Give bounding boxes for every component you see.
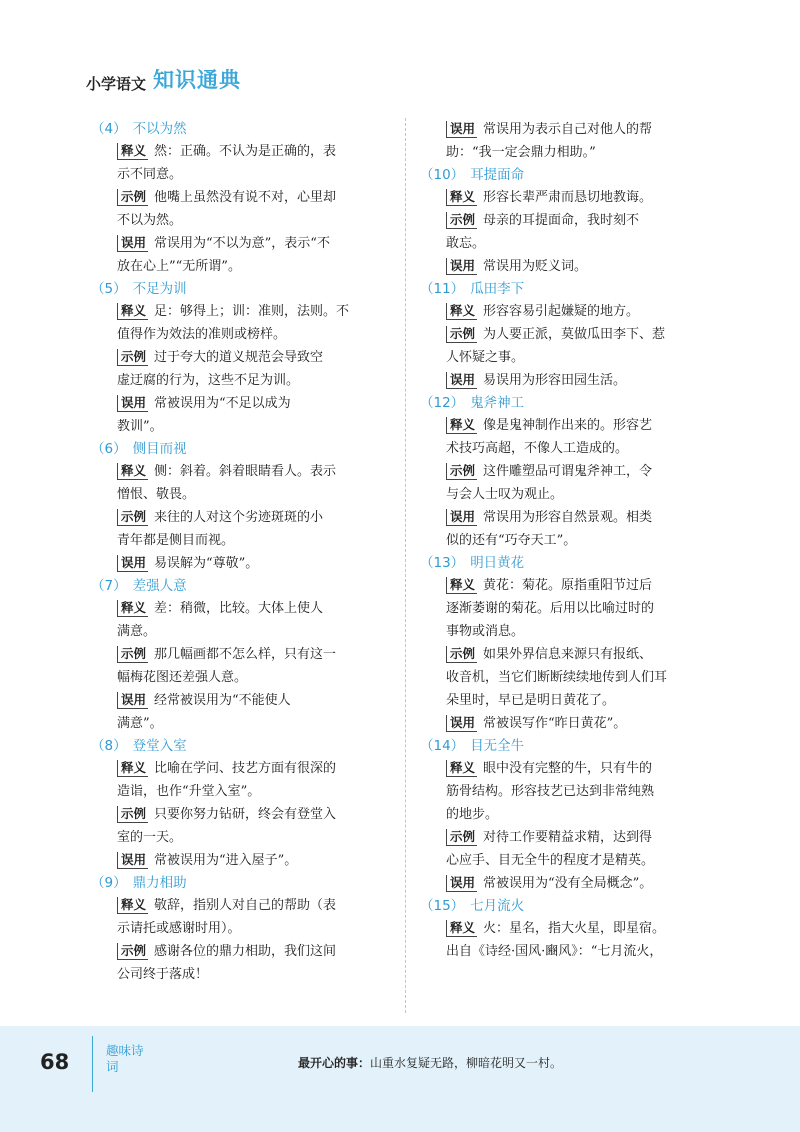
field-text: 敢忘。 — [446, 236, 486, 251]
entry-field — [420, 300, 720, 323]
field-tag: 示例 — [117, 806, 148, 823]
entry-number: （14） — [420, 738, 465, 754]
field-line — [446, 346, 720, 369]
field-line — [446, 300, 720, 323]
field-text: 黄花：菊花。原指重阳节过后 — [483, 578, 653, 593]
entry-field — [420, 712, 720, 735]
entry-title — [91, 735, 391, 757]
field-line — [117, 552, 391, 575]
field-text: 火：星名，指大火星，即星宿。 — [483, 921, 666, 936]
field-tag: 误用 — [117, 395, 148, 412]
field-line — [446, 483, 720, 506]
idiom-entry — [420, 895, 720, 963]
field-text: 青年都是侧目而视。 — [117, 533, 235, 548]
idiom-entry — [420, 735, 720, 895]
field-text: 形容容易引起嫌疑的地方。 — [483, 304, 640, 319]
idiom-entry — [420, 392, 720, 552]
idiom-entry — [420, 552, 720, 735]
field-text: 母亲的耳提面命，我时刻不 — [483, 213, 640, 228]
field-text: 感谢各位的鼎力相助，我们这间 — [154, 944, 337, 959]
entry-idiom: 不以为然 — [132, 121, 187, 137]
field-tag: 误用 — [446, 121, 477, 138]
field-line — [117, 529, 391, 552]
field-tag: 示例 — [117, 943, 148, 960]
field-line — [446, 460, 720, 483]
field-text: 足：够得上；训：准则，法则。不 — [154, 304, 350, 319]
field-text: 常误用为贬义词。 — [483, 259, 588, 274]
series-title: 小学语文 — [86, 75, 147, 93]
field-tag: 误用 — [117, 555, 148, 572]
entry-number: （7） — [91, 578, 127, 594]
field-tag: 示例 — [117, 349, 148, 366]
entry-field — [91, 894, 391, 940]
entry-field — [91, 186, 391, 232]
field-line — [117, 597, 391, 620]
entry-field — [91, 597, 391, 643]
entry-title — [420, 735, 720, 757]
field-line — [117, 209, 391, 232]
entry-title — [91, 872, 391, 894]
entry-field — [420, 414, 720, 460]
field-text: 幅梅花图还差强人意。 — [117, 670, 248, 685]
field-text: 朵里时，早已是明日黄花了。 — [446, 693, 616, 708]
entry-number: （5） — [91, 281, 127, 297]
field-text: 室的一天。 — [117, 830, 183, 845]
field-tag: 示例 — [117, 189, 148, 206]
field-text: 造诣，也作“升堂入室”。 — [117, 784, 261, 799]
field-line — [117, 300, 391, 323]
entry-field — [420, 643, 720, 712]
field-text: 不以为然。 — [117, 213, 183, 228]
field-tag: 释义 — [446, 760, 477, 777]
field-text: 憎恨、敬畏。 — [117, 487, 196, 502]
field-line — [446, 917, 720, 940]
field-tag: 示例 — [446, 646, 477, 663]
field-line — [446, 849, 720, 872]
field-text: 筋骨结构。形容技艺已达到非常纯熟 — [446, 784, 655, 799]
idiom-entry — [91, 278, 391, 438]
entry-field — [91, 300, 391, 346]
field-tag: 误用 — [446, 372, 477, 389]
entry-title — [420, 278, 720, 300]
field-text: 如果外界信息来源只有报纸、 — [483, 647, 653, 662]
idiom-entry — [91, 438, 391, 575]
field-line — [117, 689, 391, 712]
entry-idiom: 瓜田李下 — [470, 281, 525, 297]
field-line — [117, 506, 391, 529]
field-line — [117, 849, 391, 872]
field-text: 常被误写作“昨日黄花”。 — [483, 716, 627, 731]
field-tag: 释义 — [446, 189, 477, 206]
field-line — [117, 140, 391, 163]
field-line — [117, 666, 391, 689]
entry-number: （13） — [420, 555, 465, 571]
entry-field — [91, 849, 391, 872]
field-line — [117, 803, 391, 826]
field-line — [117, 323, 391, 346]
entry-field — [420, 255, 720, 278]
entry-title — [91, 278, 391, 300]
field-tag: 释义 — [117, 463, 148, 480]
field-text: 对待工作要精益求精，达到得 — [483, 830, 653, 845]
tip-label: 最开心的事： — [298, 1056, 371, 1070]
entry-field — [91, 643, 391, 689]
entry-field — [420, 323, 720, 369]
entry-idiom: 明日黄花 — [470, 555, 525, 571]
field-text: 放在心上”“无所谓”。 — [117, 259, 241, 274]
field-text: 常被误用为“不足以成为 — [154, 396, 291, 411]
field-tag: 释义 — [117, 760, 148, 777]
entry-field — [420, 209, 720, 255]
idiom-entry — [420, 278, 720, 392]
entry-number: （10） — [420, 167, 465, 183]
entry-field — [420, 917, 720, 963]
field-line — [117, 163, 391, 186]
entry-field — [91, 232, 391, 278]
field-text: 然：正确。不认为是正确的，表 — [154, 144, 337, 159]
field-text: 常误用为“不以为意”，表示“不 — [154, 236, 330, 251]
entry-field — [91, 346, 391, 392]
field-line — [117, 780, 391, 803]
entry-idiom: 不足为训 — [132, 281, 187, 297]
field-tag: 误用 — [446, 258, 477, 275]
field-line — [117, 757, 391, 780]
field-text: 易误解为“尊敬”。 — [154, 556, 259, 571]
field-text: 经常被误用为“不能使人 — [154, 693, 291, 708]
field-text: 示不同意。 — [117, 167, 183, 182]
entry-field — [91, 689, 391, 735]
field-text: 助：“我一定会鼎力相助。” — [446, 145, 596, 160]
field-line — [117, 415, 391, 438]
page-number: 68 — [40, 1050, 70, 1074]
field-tag: 误用 — [446, 715, 477, 732]
entry-idiom: 差强人意 — [132, 578, 187, 594]
entry-number: （15） — [420, 898, 465, 914]
footer-divider — [92, 1036, 93, 1092]
field-line — [446, 780, 720, 803]
footer-tip — [298, 1054, 562, 1071]
entry-idiom: 鬼斧神工 — [470, 395, 525, 411]
idiom-entry — [91, 735, 391, 872]
field-text: 那几幅画都不怎么样，只有这一 — [154, 647, 337, 662]
field-tag: 误用 — [117, 852, 148, 869]
field-text: 差：稍微，比较。大体上使人 — [154, 601, 324, 616]
right-column — [420, 118, 720, 963]
entry-field — [420, 506, 720, 552]
field-line — [446, 574, 720, 597]
field-line — [446, 529, 720, 552]
field-line — [446, 803, 720, 826]
field-tag: 释义 — [117, 600, 148, 617]
field-line — [446, 141, 720, 164]
field-text: 像是鬼神制作出来的。形容艺 — [483, 418, 653, 433]
field-text: 满意”。 — [117, 716, 163, 731]
field-text: 常被误用为“没有全局概念”。 — [483, 876, 653, 891]
field-line — [446, 186, 720, 209]
field-tag: 释义 — [117, 897, 148, 914]
field-tag: 释义 — [117, 303, 148, 320]
field-text: 虚迂腐的行为，这些不足为训。 — [117, 373, 300, 388]
entry-field — [91, 506, 391, 552]
field-text: 常被误用为“进入屋子”。 — [154, 853, 298, 868]
field-tag: 释义 — [446, 920, 477, 937]
field-text: 与会人士叹为观止。 — [446, 487, 564, 502]
left-column — [91, 118, 391, 986]
field-line — [446, 940, 720, 963]
entry-field — [91, 803, 391, 849]
field-line — [117, 940, 391, 963]
entry-title — [91, 118, 391, 140]
idiom-entry — [91, 575, 391, 735]
field-line — [117, 255, 391, 278]
entry-title — [420, 392, 720, 414]
entry-idiom: 侧目而视 — [132, 441, 187, 457]
entry-field — [420, 369, 720, 392]
idiom-entry — [91, 118, 391, 278]
field-text: 收音机，当它们断断续续地传到人们耳 — [446, 670, 668, 685]
field-line — [117, 894, 391, 917]
field-line — [446, 323, 720, 346]
field-line — [117, 392, 391, 415]
field-text: 形容长辈严肃而恳切地教诲。 — [483, 190, 653, 205]
field-text: 常误用为形容自然景观。相类 — [483, 510, 653, 525]
brand-title: 知识通典 — [153, 68, 242, 92]
field-text: 的地步。 — [446, 807, 499, 822]
field-tag: 示例 — [446, 212, 477, 229]
entry-field — [91, 460, 391, 506]
field-text: 比喻在学问、技艺方面有很深的 — [154, 761, 337, 776]
field-text: 公司终于落成！ — [117, 967, 209, 982]
field-line — [446, 414, 720, 437]
idiom-entry — [420, 164, 720, 278]
field-text: 值得作为效法的准则或榜样。 — [117, 327, 287, 342]
field-text: 事物或消息。 — [446, 624, 525, 639]
field-text: 心应手、目无全牛的程度才是精英。 — [446, 853, 655, 868]
entry-title — [420, 552, 720, 574]
field-line — [446, 666, 720, 689]
field-line — [446, 643, 720, 666]
entry-title — [91, 575, 391, 597]
field-line — [117, 483, 391, 506]
field-line — [117, 643, 391, 666]
entry-field — [420, 757, 720, 826]
entry-field — [420, 118, 720, 164]
entry-field — [420, 872, 720, 895]
tip-text: 山重水复疑无路，柳暗花明又一村。 — [370, 1056, 563, 1070]
entry-field — [91, 757, 391, 803]
field-tag: 误用 — [117, 235, 148, 252]
field-line — [446, 369, 720, 392]
field-text: 眼中没有完整的牛，只有牛的 — [483, 761, 653, 776]
field-line — [117, 712, 391, 735]
entry-title — [420, 895, 720, 917]
field-tag: 误用 — [446, 509, 477, 526]
field-line — [446, 506, 720, 529]
entry-number: （4） — [91, 121, 127, 137]
field-line — [117, 186, 391, 209]
entry-field — [91, 552, 391, 575]
entry-field — [91, 940, 391, 986]
field-text: 这件雕塑品可谓鬼斧神工，令 — [483, 464, 653, 479]
field-text: 他嘴上虽然没有说不对，心里却 — [154, 190, 337, 205]
field-line — [446, 712, 720, 735]
field-line — [117, 917, 391, 940]
entry-number: （8） — [91, 738, 127, 754]
field-line — [446, 437, 720, 460]
entry-number: （11） — [420, 281, 465, 297]
entry-field — [420, 460, 720, 506]
field-tag: 释义 — [117, 143, 148, 160]
field-text: 满意。 — [117, 624, 157, 639]
entry-idiom: 鼎力相助 — [132, 875, 187, 891]
column-divider — [405, 118, 406, 1013]
field-line — [446, 689, 720, 712]
field-tag: 示例 — [117, 509, 148, 526]
field-tag: 释义 — [446, 303, 477, 320]
entry-idiom: 目无全牛 — [470, 738, 525, 754]
field-text: 常误用为表示自己对他人的帮 — [483, 122, 653, 137]
field-line — [446, 209, 720, 232]
field-text: 只要你努力钻研，终会有登堂入 — [154, 807, 337, 822]
field-line — [446, 826, 720, 849]
field-line — [117, 963, 391, 986]
field-text: 为人要正派，莫做瓜田李下、惹 — [483, 327, 666, 342]
field-tag: 示例 — [446, 326, 477, 343]
page-header — [86, 60, 241, 94]
field-line — [446, 597, 720, 620]
field-tag: 释义 — [446, 577, 477, 594]
field-text: 教训”。 — [117, 419, 163, 434]
field-text: 示请托或感谢时用）。 — [117, 921, 241, 936]
field-tag: 误用 — [117, 692, 148, 709]
entry-field — [91, 392, 391, 438]
field-line — [446, 872, 720, 895]
entry-field — [420, 186, 720, 209]
section-label: 趣味诗词 — [106, 1043, 144, 1074]
field-text: 出自《诗经·国风·豳风》：“七月流火， — [446, 944, 663, 959]
field-tag: 示例 — [117, 646, 148, 663]
entry-idiom: 登堂入室 — [132, 738, 187, 754]
field-line — [117, 460, 391, 483]
field-text: 易误用为形容田园生活。 — [483, 373, 627, 388]
idiom-entry — [91, 872, 391, 986]
page-footer — [0, 1026, 800, 1132]
field-line — [446, 757, 720, 780]
field-line — [117, 369, 391, 392]
field-line — [446, 118, 720, 141]
entry-field — [91, 140, 391, 186]
field-line — [446, 255, 720, 278]
field-line — [117, 826, 391, 849]
field-text: 逐渐萎谢的菊花。后用以比喻过时的 — [446, 601, 655, 616]
field-line — [446, 232, 720, 255]
field-line — [117, 346, 391, 369]
field-text: 似的还有“巧夺天工”。 — [446, 533, 577, 548]
field-tag: 示例 — [446, 829, 477, 846]
field-tag: 误用 — [446, 875, 477, 892]
field-text: 人怀疑之事。 — [446, 350, 525, 365]
entry-idiom: 七月流火 — [470, 898, 525, 914]
entry-idiom: 耳提面命 — [470, 167, 525, 183]
entry-title — [420, 164, 720, 186]
field-tag: 示例 — [446, 463, 477, 480]
entry-number: （6） — [91, 441, 127, 457]
field-text: 过于夸大的道义规范会导致空 — [154, 350, 324, 365]
field-tag: 释义 — [446, 417, 477, 434]
field-line — [446, 620, 720, 643]
field-text: 敬辞，指别人对自己的帮助（表 — [154, 898, 337, 913]
field-text: 侧：斜着。斜着眼睛看人。表示 — [154, 464, 337, 479]
field-text: 术技巧高超，不像人工造成的。 — [446, 441, 629, 456]
field-line — [117, 232, 391, 255]
field-line — [117, 620, 391, 643]
entry-title — [91, 438, 391, 460]
entry-field — [420, 574, 720, 643]
field-text: 来往的人对这个劣迹斑斑的小 — [154, 510, 324, 525]
entry-number: （12） — [420, 395, 465, 411]
entry-field — [420, 826, 720, 872]
entry-number: （9） — [91, 875, 127, 891]
